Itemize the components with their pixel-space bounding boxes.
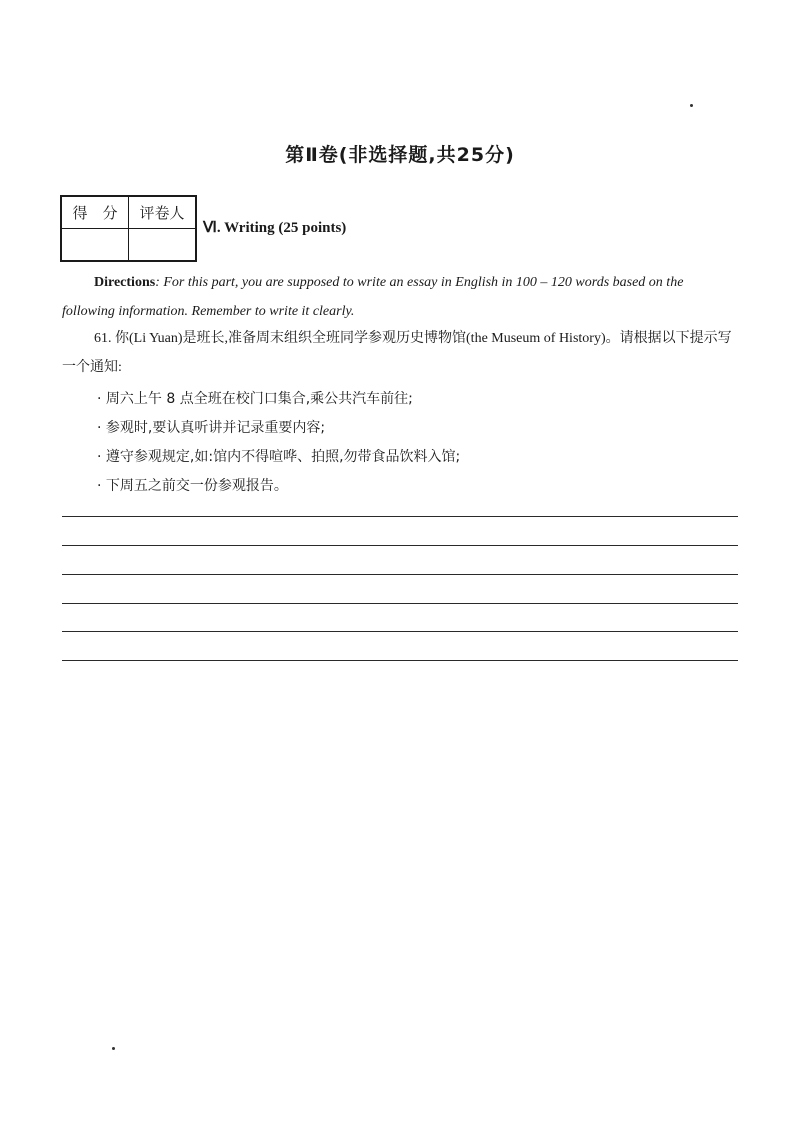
task-prompt: 61. 你(Li Yuan)是班长,准备周末组织全班同学参观历史博物馆(the Museum of History)。请根据以下提示写一个通知: (62, 331, 732, 375)
bullet-item: · 遵守参观规定,如:馆内不得喧哗、拍照,勿带食品饮料入馆; (97, 449, 461, 465)
score-table (60, 195, 197, 262)
writing-heading: Ⅵ. Writing (25 points) (203, 220, 347, 236)
score-cell[interactable] (61, 229, 129, 262)
bullet-item: · 周六上午 8 点全班在校门口集合,乘公共汽车前往; (97, 391, 413, 407)
bullet-item: · 参观时,要认真听讲并记录重要内容; (97, 420, 326, 436)
directions-text: : For this part, you are supposed to write an essay in English in 100 – 120 words based on the following information. Remember to write it clearly. (62, 275, 684, 319)
answer-line[interactable] (62, 545, 738, 546)
bullet-item: · 下周五之前交一份参观报告。 (97, 478, 288, 494)
answer-line[interactable] (62, 660, 738, 661)
answer-line[interactable] (62, 516, 738, 517)
grader-label: 评卷人 (129, 196, 197, 229)
directions-label: Directions (94, 275, 156, 290)
score-label: 得 分 (61, 196, 129, 229)
grader-cell[interactable] (129, 229, 197, 262)
directions-paragraph (62, 268, 738, 326)
answer-line[interactable] (62, 574, 738, 575)
answer-line[interactable] (62, 603, 738, 604)
speck-mark (112, 1047, 115, 1050)
section-title: 第Ⅱ卷(非选择题,共25分) (285, 144, 515, 166)
answer-line[interactable] (62, 631, 738, 632)
speck-mark (690, 104, 693, 107)
